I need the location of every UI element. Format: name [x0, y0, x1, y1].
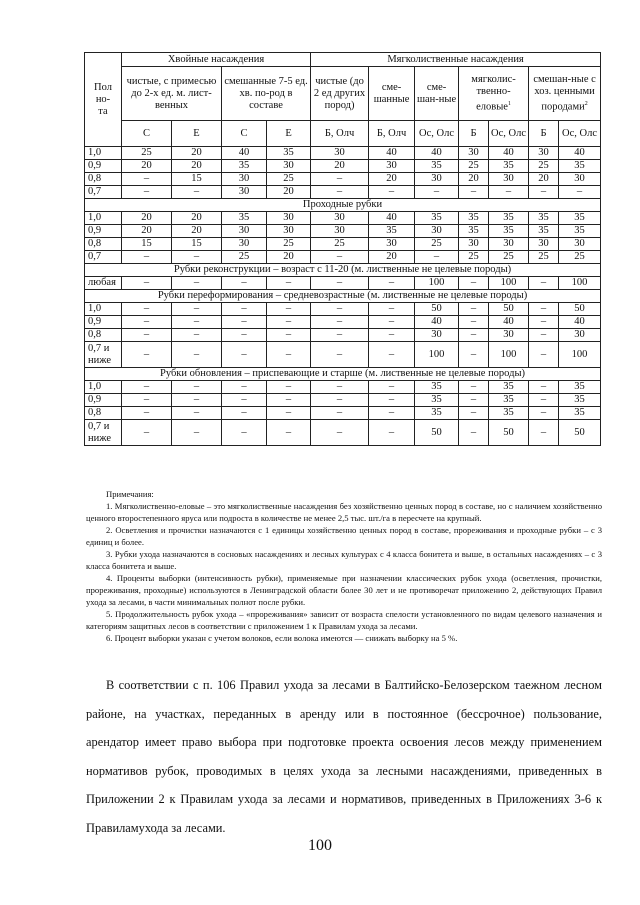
- header-soft-mixed-2: сме-шан-ные: [415, 67, 459, 121]
- table-cell: 50: [559, 420, 601, 446]
- table-cell: 50: [415, 303, 459, 316]
- header-conifer-group: Хвойные насаждения: [122, 53, 311, 67]
- table-cell: 40: [559, 316, 601, 329]
- table-cell: 35: [489, 394, 529, 407]
- table-cell: –: [529, 407, 559, 420]
- header-soft-pure: чистые (до 2 ед других пород): [311, 67, 369, 121]
- table-cell: –: [415, 251, 459, 264]
- note-item: 5. Продолжительность рубок ухода – «прореживания» зависит от возраста спелости установленного по видам целевого назначения и категориям защитных лесов в соответствии с приложением 1 к Правилам ухода за лесами.: [86, 609, 602, 631]
- table-cell: 20: [311, 160, 369, 173]
- table-cell: –: [222, 342, 267, 368]
- table-cell: –: [172, 394, 222, 407]
- table-cell: 35: [489, 212, 529, 225]
- row-density-label: 0,8: [85, 238, 122, 251]
- table-cell: –: [459, 316, 489, 329]
- table-cell: –: [222, 277, 267, 290]
- table-cell: 35: [415, 381, 459, 394]
- table-row: [85, 303, 601, 316]
- table-cell: –: [222, 329, 267, 342]
- table-cell: –: [267, 420, 311, 446]
- table-cell: 25: [267, 238, 311, 251]
- table-cell: –: [311, 173, 369, 186]
- table-cell: –: [311, 303, 369, 316]
- table-cell: 35: [415, 394, 459, 407]
- table-cell: 20: [267, 186, 311, 199]
- table-cell: 40: [222, 147, 267, 160]
- table-cell: –: [222, 407, 267, 420]
- table-cell: –: [369, 381, 415, 394]
- table-cell: 25: [559, 251, 601, 264]
- table-cell: –: [529, 381, 559, 394]
- table-cell: –: [267, 342, 311, 368]
- table-cell: –: [459, 277, 489, 290]
- table-cell: –: [122, 303, 172, 316]
- table-cell: –: [122, 407, 172, 420]
- table-cell: 35: [415, 212, 459, 225]
- table-cell: 100: [559, 277, 601, 290]
- table-cell: –: [122, 329, 172, 342]
- table-cell: –: [267, 381, 311, 394]
- table-cell: –: [222, 420, 267, 446]
- table-cell: 40: [415, 316, 459, 329]
- table-cell: 20: [529, 173, 559, 186]
- row-density-label: 0,7 и ниже: [85, 420, 122, 446]
- table-cell: –: [529, 420, 559, 446]
- table-cell: –: [222, 381, 267, 394]
- row-density-label: 0,9: [85, 225, 122, 238]
- table-cell: –: [369, 329, 415, 342]
- table-cell: –: [172, 277, 222, 290]
- row-density-label: 0,9: [85, 160, 122, 173]
- table-cell: –: [172, 303, 222, 316]
- section-title: Проходные рубки: [85, 199, 601, 212]
- section-row: [85, 264, 601, 277]
- table-cell: –: [489, 186, 529, 199]
- table-cell: 30: [489, 173, 529, 186]
- table-cell: 30: [267, 160, 311, 173]
- table-cell: 35: [222, 160, 267, 173]
- note-item: 2. Осветления и прочистки назначаются с 1 единицы хозяйственно ценных пород в составе, прореживания и проходные рубки – с 3 единиц и более.: [86, 525, 602, 547]
- table-cell: –: [122, 277, 172, 290]
- header-species: Б: [529, 121, 559, 147]
- header-species: Ос, Олс: [559, 121, 601, 147]
- table-cell: –: [559, 186, 601, 199]
- row-density-label: 0,9: [85, 316, 122, 329]
- table-cell: 20: [459, 173, 489, 186]
- table-cell: 25: [267, 173, 311, 186]
- header-soft-group: Мягколиственные насаждения: [311, 53, 601, 67]
- table-cell: 30: [267, 212, 311, 225]
- table-cell: 30: [459, 238, 489, 251]
- table-cell: 40: [489, 316, 529, 329]
- table-cell: 30: [559, 238, 601, 251]
- header-species: Ос, Олс: [415, 121, 459, 147]
- table-cell: 35: [489, 381, 529, 394]
- table-cell: 40: [369, 212, 415, 225]
- table-cell: –: [311, 381, 369, 394]
- table-cell: 25: [489, 251, 529, 264]
- header-species: С: [122, 121, 172, 147]
- table-cell: 35: [559, 381, 601, 394]
- table-cell: –: [369, 277, 415, 290]
- table-cell: 30: [529, 147, 559, 160]
- table-row: [85, 147, 601, 160]
- table-cell: –: [459, 420, 489, 446]
- table-cell: –: [311, 251, 369, 264]
- header-pure: чистые, с примесью до 2-х ед. м. лист-венных: [122, 67, 222, 121]
- table-cell: 30: [459, 147, 489, 160]
- table-cell: –: [267, 407, 311, 420]
- table-cell: 15: [122, 238, 172, 251]
- table-cell: 20: [267, 251, 311, 264]
- table-cell: 30: [559, 173, 601, 186]
- table-cell: –: [529, 277, 559, 290]
- table-cell: –: [267, 316, 311, 329]
- table-cell: 40: [489, 147, 529, 160]
- note-item: 4. Проценты выборки (интенсивность рубки), применяемые при назначении классических рубок ухода (осветления, прочистки, прореживания, проходные) используются в Ленинградской области более 30 лет и не противоречат приложению 2, действующих Правил ухода за лесами, в части минимальных полнот после рубки.: [86, 573, 602, 607]
- cutting-norms-table: [84, 52, 601, 446]
- section-row: [85, 199, 601, 212]
- section-title: Рубки переформирования – средневозрастные (м. лиственные не целевые породы): [85, 290, 601, 303]
- notes: [86, 488, 602, 644]
- row-density-label: 0,7: [85, 251, 122, 264]
- table-cell: 30: [559, 329, 601, 342]
- table-cell: 25: [529, 160, 559, 173]
- header-species: С: [222, 121, 267, 147]
- table-cell: 15: [172, 238, 222, 251]
- table-cell: 35: [559, 160, 601, 173]
- row-density-label: 0,8: [85, 173, 122, 186]
- table-cell: –: [415, 186, 459, 199]
- table-cell: –: [267, 394, 311, 407]
- row-density-label: 0,7 и ниже: [85, 342, 122, 368]
- table-cell: 100: [415, 342, 459, 368]
- note-item: 1. Мягколиственно-еловые – это мягколиственные насаждения без хозяйственно ценных пород в составе, но с наличием хозяйственно ценного второстепенного яруса или подроста в количестве не менее 2,5 тыс. шт./га в пересчете на крупный.: [86, 501, 602, 523]
- table-cell: 25: [459, 251, 489, 264]
- table-cell: –: [311, 407, 369, 420]
- table-cell: –: [267, 277, 311, 290]
- table-cell: –: [172, 420, 222, 446]
- table-cell: –: [311, 342, 369, 368]
- table-cell: –: [311, 316, 369, 329]
- section-title: Рубки реконструкции – возраст с 11-20 (м. лиственные не целевые породы): [85, 264, 601, 277]
- table-cell: –: [311, 186, 369, 199]
- table-cell: –: [122, 420, 172, 446]
- table-cell: 30: [415, 225, 459, 238]
- table-cell: 25: [529, 251, 559, 264]
- table-cell: 100: [489, 277, 529, 290]
- table-cell: –: [311, 394, 369, 407]
- table-row: [85, 251, 601, 264]
- table-cell: 100: [559, 342, 601, 368]
- table-cell: 20: [172, 160, 222, 173]
- table-cell: –: [369, 316, 415, 329]
- row-density-label: 0,9: [85, 394, 122, 407]
- table-cell: –: [459, 381, 489, 394]
- row-density-label: 1,0: [85, 381, 122, 394]
- table-cell: 20: [122, 212, 172, 225]
- notes-heading: Примечания:: [106, 489, 154, 499]
- row-density-label: 0,8: [85, 407, 122, 420]
- section-row: [85, 368, 601, 381]
- table-cell: –: [172, 329, 222, 342]
- table-cell: –: [122, 251, 172, 264]
- table-cell: –: [529, 342, 559, 368]
- table-cell: 20: [172, 147, 222, 160]
- table-cell: 35: [489, 160, 529, 173]
- table-cell: 50: [489, 303, 529, 316]
- table-cell: –: [267, 329, 311, 342]
- table-cell: –: [369, 394, 415, 407]
- table-cell: 35: [489, 407, 529, 420]
- table-cell: –: [222, 316, 267, 329]
- body-paragraph: В соответствии с п. 106 Правил ухода за лесами в Балтийско-Белозерском таежном лесном районе, на участках, переданных в аренду или в постоянное (бессрочное) пользование, арендатор имеет право выбора при подготовке проекта освоения лесов между применением нормативов рубок, проводимых в целях ухода за лесными насаждениями, приведенных в Приложении 2 к Правилам ухода за лесами и нормативов, приведенных в Приложениях 3-6 к Правиламухода за лесами.: [86, 678, 602, 835]
- table-row: [85, 212, 601, 225]
- table-cell: –: [122, 394, 172, 407]
- table-cell: 30: [415, 329, 459, 342]
- table-cell: 30: [489, 238, 529, 251]
- table-cell: 35: [559, 407, 601, 420]
- table-cell: –: [369, 420, 415, 446]
- table-cell: 30: [415, 173, 459, 186]
- table-cell: –: [459, 342, 489, 368]
- table-cell: 15: [172, 173, 222, 186]
- table-cell: 20: [172, 225, 222, 238]
- table-cell: 25: [222, 251, 267, 264]
- table-row: [85, 420, 601, 446]
- table-cell: 35: [459, 212, 489, 225]
- table-cell: 20: [122, 160, 172, 173]
- table-cell: 35: [559, 225, 601, 238]
- table-row: [85, 186, 601, 199]
- note-item: 6. Процент выборки указан с учетом волоков, если волока имеются — снижать выборку на 5 %.: [106, 633, 458, 643]
- table-row: [85, 160, 601, 173]
- row-density-label: 1,0: [85, 147, 122, 160]
- table-row: [85, 407, 601, 420]
- table-cell: 35: [369, 225, 415, 238]
- header-species: Б: [459, 121, 489, 147]
- table-cell: –: [172, 316, 222, 329]
- table-cell: 50: [559, 303, 601, 316]
- table-cell: –: [122, 186, 172, 199]
- table-cell: 25: [459, 160, 489, 173]
- table-cell: 30: [222, 186, 267, 199]
- header-mixed: смешанные 7-5 ед. хв. по-род в составе: [222, 67, 311, 121]
- header-species: Е: [267, 121, 311, 147]
- table-cell: 40: [415, 147, 459, 160]
- page-number: 100: [308, 837, 332, 854]
- table-cell: –: [459, 329, 489, 342]
- table-cell: –: [369, 303, 415, 316]
- table-cell: –: [172, 251, 222, 264]
- table-row: [85, 329, 601, 342]
- table-cell: 30: [529, 238, 559, 251]
- table-cell: 20: [369, 173, 415, 186]
- table-cell: 20: [172, 212, 222, 225]
- table-row: [85, 225, 601, 238]
- header-species: Б, Олч: [311, 121, 369, 147]
- row-density-label: 0,7: [85, 186, 122, 199]
- row-density-label: 1,0: [85, 303, 122, 316]
- table-cell: –: [222, 394, 267, 407]
- section-title: Рубки обновления – приспевающие и старше (м. лиственные не целевые породы): [85, 368, 601, 381]
- table-cell: –: [459, 303, 489, 316]
- table-cell: 100: [415, 277, 459, 290]
- table-cell: 25: [311, 238, 369, 251]
- header-density: Пол но- та: [85, 53, 122, 147]
- header-soft-valuable: смешан-ные с хоз. ценными породами$^2$: [529, 67, 601, 121]
- table-cell: 40: [559, 147, 601, 160]
- table-cell: –: [122, 381, 172, 394]
- table-cell: –: [122, 173, 172, 186]
- table-cell: 35: [529, 212, 559, 225]
- table-cell: 35: [529, 225, 559, 238]
- table-cell: 25: [122, 147, 172, 160]
- table-cell: 30: [267, 225, 311, 238]
- table-cell: 30: [489, 329, 529, 342]
- table-cell: 25: [415, 238, 459, 251]
- table-row: [85, 394, 601, 407]
- note-item: 3. Рубки ухода назначаются в сосновых насаждениях и лесных культурах с 4 класса бонитета и выше, в остальных насаждениях – с 3 класса бонитета и выше.: [86, 549, 602, 571]
- header-species: Ос, Олс: [489, 121, 529, 147]
- header-species: Е: [172, 121, 222, 147]
- table-cell: –: [311, 277, 369, 290]
- table-cell: 100: [489, 342, 529, 368]
- table-cell: 50: [489, 420, 529, 446]
- table-cell: –: [369, 407, 415, 420]
- table-cell: 30: [311, 212, 369, 225]
- table-cell: 35: [489, 225, 529, 238]
- table-cell: 30: [222, 173, 267, 186]
- row-density-label: 1,0: [85, 212, 122, 225]
- header-species: Б, Олч: [369, 121, 415, 147]
- table-row: [85, 277, 601, 290]
- table-cell: 20: [122, 225, 172, 238]
- table-cell: 35: [559, 394, 601, 407]
- table-cell: –: [172, 342, 222, 368]
- table-cell: –: [172, 381, 222, 394]
- table-cell: 35: [459, 225, 489, 238]
- table-cell: –: [529, 394, 559, 407]
- table-cell: 35: [222, 212, 267, 225]
- table-cell: –: [529, 186, 559, 199]
- table-cell: –: [267, 303, 311, 316]
- table-cell: 35: [267, 147, 311, 160]
- table-cell: –: [529, 316, 559, 329]
- table-cell: 30: [369, 238, 415, 251]
- table-cell: 50: [415, 420, 459, 446]
- table-cell: 30: [311, 147, 369, 160]
- table-row: [85, 342, 601, 368]
- table-cell: –: [122, 342, 172, 368]
- table-cell: –: [459, 394, 489, 407]
- table-cell: 30: [222, 225, 267, 238]
- table-cell: –: [369, 186, 415, 199]
- table-cell: –: [311, 329, 369, 342]
- table-cell: –: [529, 303, 559, 316]
- table-cell: –: [172, 407, 222, 420]
- row-density-label: 0,8: [85, 329, 122, 342]
- table-cell: –: [122, 316, 172, 329]
- table-cell: –: [222, 303, 267, 316]
- table-row: [85, 238, 601, 251]
- table-cell: 30: [311, 225, 369, 238]
- table-cell: –: [529, 329, 559, 342]
- table-row: [85, 316, 601, 329]
- table-cell: –: [369, 342, 415, 368]
- header-soft-mixed: сме-шанные: [369, 67, 415, 121]
- table-row: [85, 173, 601, 186]
- table-cell: –: [311, 420, 369, 446]
- table-cell: 35: [559, 212, 601, 225]
- table-cell: –: [459, 407, 489, 420]
- table-cell: –: [172, 186, 222, 199]
- table-cell: –: [459, 186, 489, 199]
- table-cell: 35: [415, 160, 459, 173]
- row-density-label: любая: [85, 277, 122, 290]
- table-cell: 35: [415, 407, 459, 420]
- section-row: [85, 290, 601, 303]
- header-soft-spruce: мягколис-твенно-еловые$^1$: [459, 67, 529, 121]
- table-cell: 40: [369, 147, 415, 160]
- table-cell: 30: [369, 160, 415, 173]
- table-cell: 20: [369, 251, 415, 264]
- table-row: [85, 381, 601, 394]
- table-cell: 30: [222, 238, 267, 251]
